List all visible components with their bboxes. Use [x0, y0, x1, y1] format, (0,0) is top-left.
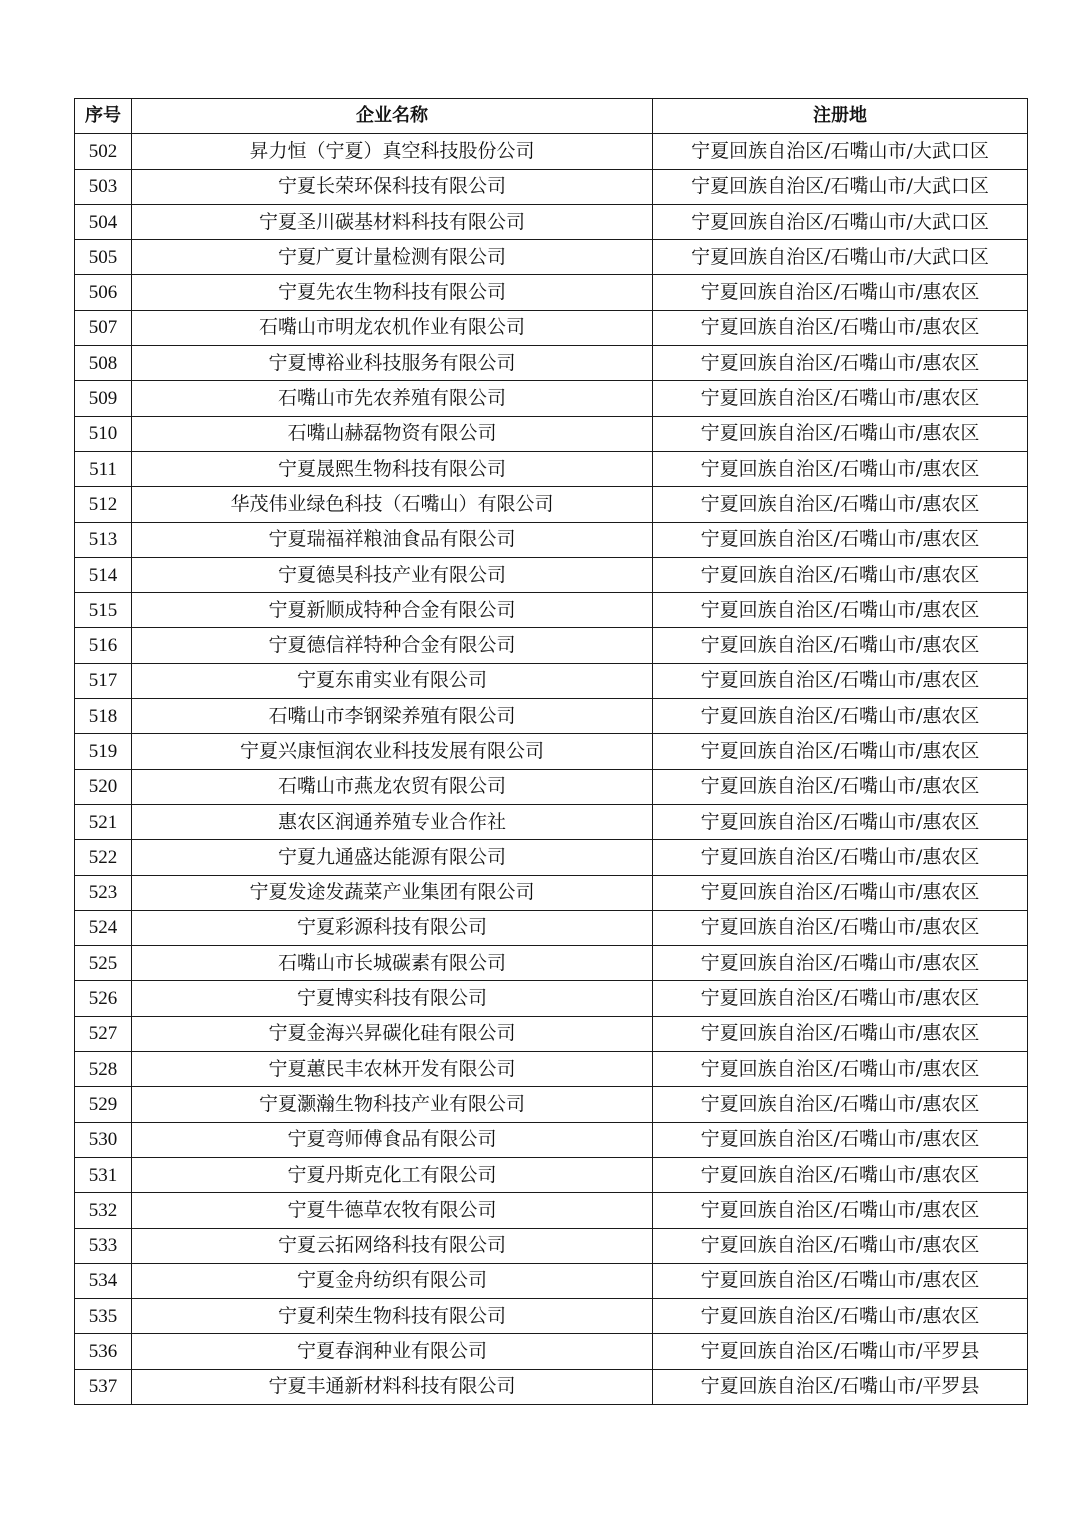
table-row — [75, 593, 1028, 628]
company-name-cell: 宁夏牛德草农牧有限公司 — [132, 1193, 653, 1228]
table-row — [75, 204, 1028, 239]
company-name-cell: 宁夏广夏计量检测有限公司 — [132, 240, 653, 275]
company-name-cell: 宁夏丰通新材料科技有限公司 — [132, 1369, 653, 1404]
header-company-name: 企业名称 — [132, 99, 653, 134]
company-name-cell: 宁夏丹斯克化工有限公司 — [132, 1157, 653, 1192]
company-name-cell: 石嘴山市燕龙农贸有限公司 — [132, 769, 653, 804]
serial-number-cell: 537 — [75, 1369, 132, 1404]
company-name-cell: 宁夏云拓网络科技有限公司 — [132, 1228, 653, 1263]
table-row — [75, 240, 1028, 275]
company-name-cell: 宁夏德昊科技产业有限公司 — [132, 557, 653, 592]
serial-number-cell: 504 — [75, 204, 132, 239]
serial-number-cell: 522 — [75, 840, 132, 875]
registered-location-cell: 宁夏回族自治区/石嘴山市/惠农区 — [653, 416, 1028, 451]
table-row — [75, 1334, 1028, 1369]
table-row — [75, 451, 1028, 486]
registered-location-cell: 宁夏回族自治区/石嘴山市/惠农区 — [653, 1157, 1028, 1192]
serial-number-cell: 527 — [75, 1016, 132, 1051]
serial-number-cell: 519 — [75, 734, 132, 769]
registered-location-cell: 宁夏回族自治区/石嘴山市/惠农区 — [653, 840, 1028, 875]
table-row — [75, 910, 1028, 945]
registered-location-cell: 宁夏回族自治区/石嘴山市/惠农区 — [653, 522, 1028, 557]
serial-number-cell: 502 — [75, 134, 132, 169]
serial-number-cell: 526 — [75, 981, 132, 1016]
company-name-cell: 宁夏发途发蔬菜产业集团有限公司 — [132, 875, 653, 910]
table-row — [75, 1299, 1028, 1334]
table-row — [75, 1122, 1028, 1157]
company-name-cell: 昇力恒（宁夏）真空科技股份公司 — [132, 134, 653, 169]
table-row — [75, 1087, 1028, 1122]
registered-location-cell: 宁夏回族自治区/石嘴山市/惠农区 — [653, 1016, 1028, 1051]
serial-number-cell: 505 — [75, 240, 132, 275]
company-name-cell: 宁夏长荣环保科技有限公司 — [132, 169, 653, 204]
table-row — [75, 699, 1028, 734]
table-row — [75, 663, 1028, 698]
registered-location-cell: 宁夏回族自治区/石嘴山市/惠农区 — [653, 981, 1028, 1016]
serial-number-cell: 506 — [75, 275, 132, 310]
table-row — [75, 169, 1028, 204]
registered-location-cell: 宁夏回族自治区/石嘴山市/惠农区 — [653, 875, 1028, 910]
registered-location-cell: 宁夏回族自治区/石嘴山市/惠农区 — [653, 346, 1028, 381]
serial-number-cell: 533 — [75, 1228, 132, 1263]
serial-number-cell: 512 — [75, 487, 132, 522]
serial-number-cell: 514 — [75, 557, 132, 592]
company-name-cell: 宁夏博裕业科技服务有限公司 — [132, 346, 653, 381]
registered-location-cell: 宁夏回族自治区/石嘴山市/惠农区 — [653, 1052, 1028, 1087]
serial-number-cell: 517 — [75, 663, 132, 698]
header-serial-number: 序号 — [75, 99, 132, 134]
table-row — [75, 487, 1028, 522]
serial-number-cell: 503 — [75, 169, 132, 204]
table-row — [75, 1369, 1028, 1404]
serial-number-cell: 523 — [75, 875, 132, 910]
company-name-cell: 宁夏彩源科技有限公司 — [132, 910, 653, 945]
company-name-cell: 宁夏金舟纺织有限公司 — [132, 1263, 653, 1298]
company-name-cell: 宁夏晟熙生物科技有限公司 — [132, 451, 653, 486]
registered-location-cell: 宁夏回族自治区/石嘴山市/惠农区 — [653, 628, 1028, 663]
registered-location-cell: 宁夏回族自治区/石嘴山市/惠农区 — [653, 734, 1028, 769]
serial-number-cell: 528 — [75, 1052, 132, 1087]
company-name-cell: 惠农区润通养殖专业合作社 — [132, 804, 653, 839]
table-row — [75, 346, 1028, 381]
serial-number-cell: 524 — [75, 910, 132, 945]
registered-location-cell: 宁夏回族自治区/石嘴山市/惠农区 — [653, 699, 1028, 734]
table-row — [75, 381, 1028, 416]
company-name-cell: 宁夏春润种业有限公司 — [132, 1334, 653, 1369]
table-row — [75, 804, 1028, 839]
table-row — [75, 875, 1028, 910]
registered-location-cell: 宁夏回族自治区/石嘴山市/惠农区 — [653, 1193, 1028, 1228]
registered-location-cell: 宁夏回族自治区/石嘴山市/惠农区 — [653, 663, 1028, 698]
serial-number-cell: 507 — [75, 310, 132, 345]
registered-location-cell: 宁夏回族自治区/石嘴山市/惠农区 — [653, 1299, 1028, 1334]
registered-location-cell: 宁夏回族自治区/石嘴山市/大武口区 — [653, 240, 1028, 275]
registered-location-cell: 宁夏回族自治区/石嘴山市/惠农区 — [653, 557, 1028, 592]
registered-location-cell: 宁夏回族自治区/石嘴山市/惠农区 — [653, 1122, 1028, 1157]
company-name-cell: 宁夏利荣生物科技有限公司 — [132, 1299, 653, 1334]
serial-number-cell: 531 — [75, 1157, 132, 1192]
table-row — [75, 1193, 1028, 1228]
registered-location-cell: 宁夏回族自治区/石嘴山市/惠农区 — [653, 946, 1028, 981]
table-row — [75, 628, 1028, 663]
registered-location-cell: 宁夏回族自治区/石嘴山市/惠农区 — [653, 910, 1028, 945]
serial-number-cell: 530 — [75, 1122, 132, 1157]
serial-number-cell: 515 — [75, 593, 132, 628]
company-name-cell: 宁夏新顺成特种合金有限公司 — [132, 593, 653, 628]
company-name-cell: 宁夏灏瀚生物科技产业有限公司 — [132, 1087, 653, 1122]
company-name-cell: 宁夏东甫实业有限公司 — [132, 663, 653, 698]
company-name-cell: 宁夏先农生物科技有限公司 — [132, 275, 653, 310]
table-row — [75, 946, 1028, 981]
company-name-cell: 石嘴山市明龙农机作业有限公司 — [132, 310, 653, 345]
registered-location-cell: 宁夏回族自治区/石嘴山市/平罗县 — [653, 1334, 1028, 1369]
header-registered-location: 注册地 — [653, 99, 1028, 134]
registered-location-cell: 宁夏回族自治区/石嘴山市/大武口区 — [653, 134, 1028, 169]
company-name-cell: 宁夏圣川碳基材料科技有限公司 — [132, 204, 653, 239]
registered-location-cell: 宁夏回族自治区/石嘴山市/惠农区 — [653, 804, 1028, 839]
serial-number-cell: 509 — [75, 381, 132, 416]
serial-number-cell: 534 — [75, 1263, 132, 1298]
company-name-cell: 宁夏德信祥特种合金有限公司 — [132, 628, 653, 663]
table-row — [75, 840, 1028, 875]
serial-number-cell: 525 — [75, 946, 132, 981]
serial-number-cell: 510 — [75, 416, 132, 451]
serial-number-cell: 521 — [75, 804, 132, 839]
serial-number-cell: 518 — [75, 699, 132, 734]
company-name-cell: 宁夏瑞福祥粮油食品有限公司 — [132, 522, 653, 557]
registered-location-cell: 宁夏回族自治区/石嘴山市/惠农区 — [653, 381, 1028, 416]
table-row — [75, 134, 1028, 169]
registered-location-cell: 宁夏回族自治区/石嘴山市/惠农区 — [653, 1228, 1028, 1263]
company-name-cell: 石嘴山市长城碳素有限公司 — [132, 946, 653, 981]
company-name-cell: 宁夏弯师傅食品有限公司 — [132, 1122, 653, 1157]
registered-location-cell: 宁夏回族自治区/石嘴山市/大武口区 — [653, 169, 1028, 204]
table-row — [75, 416, 1028, 451]
registered-location-cell: 宁夏回族自治区/石嘴山市/平罗县 — [653, 1369, 1028, 1404]
company-name-cell: 宁夏博实科技有限公司 — [132, 981, 653, 1016]
registered-location-cell: 宁夏回族自治区/石嘴山市/大武口区 — [653, 204, 1028, 239]
table-row — [75, 981, 1028, 1016]
registered-location-cell: 宁夏回族自治区/石嘴山市/惠农区 — [653, 487, 1028, 522]
registered-location-cell: 宁夏回族自治区/石嘴山市/惠农区 — [653, 1087, 1028, 1122]
company-name-cell: 宁夏蕙民丰农林开发有限公司 — [132, 1052, 653, 1087]
serial-number-cell: 511 — [75, 451, 132, 486]
registered-location-cell: 宁夏回族自治区/石嘴山市/惠农区 — [653, 1263, 1028, 1298]
table-row — [75, 1263, 1028, 1298]
company-name-cell: 石嘴山市李钢梁养殖有限公司 — [132, 699, 653, 734]
company-name-cell: 宁夏金海兴昇碳化硅有限公司 — [132, 1016, 653, 1051]
company-name-cell: 石嘴山市先农养殖有限公司 — [132, 381, 653, 416]
company-name-cell: 华茂伟业绿色科技（石嘴山）有限公司 — [132, 487, 653, 522]
serial-number-cell: 532 — [75, 1193, 132, 1228]
serial-number-cell: 536 — [75, 1334, 132, 1369]
company-name-cell: 宁夏九通盛达能源有限公司 — [132, 840, 653, 875]
registered-location-cell: 宁夏回族自治区/石嘴山市/惠农区 — [653, 310, 1028, 345]
table-body — [75, 134, 1028, 1405]
table-row — [75, 769, 1028, 804]
enterprise-table — [74, 98, 1028, 1405]
document-page — [74, 98, 1027, 1405]
serial-number-cell: 513 — [75, 522, 132, 557]
serial-number-cell: 529 — [75, 1087, 132, 1122]
table-row — [75, 734, 1028, 769]
table-row — [75, 1016, 1028, 1051]
registered-location-cell: 宁夏回族自治区/石嘴山市/惠农区 — [653, 275, 1028, 310]
registered-location-cell: 宁夏回族自治区/石嘴山市/惠农区 — [653, 451, 1028, 486]
registered-location-cell: 宁夏回族自治区/石嘴山市/惠农区 — [653, 593, 1028, 628]
table-row — [75, 522, 1028, 557]
table-header-row — [75, 99, 1028, 134]
company-name-cell: 石嘴山赫磊物资有限公司 — [132, 416, 653, 451]
table-row — [75, 1228, 1028, 1263]
serial-number-cell: 508 — [75, 346, 132, 381]
table-row — [75, 1157, 1028, 1192]
table-row — [75, 310, 1028, 345]
table-row — [75, 557, 1028, 592]
serial-number-cell: 520 — [75, 769, 132, 804]
registered-location-cell: 宁夏回族自治区/石嘴山市/惠农区 — [653, 769, 1028, 804]
table-row — [75, 1052, 1028, 1087]
serial-number-cell: 535 — [75, 1299, 132, 1334]
serial-number-cell: 516 — [75, 628, 132, 663]
table-row — [75, 275, 1028, 310]
company-name-cell: 宁夏兴康恒润农业科技发展有限公司 — [132, 734, 653, 769]
